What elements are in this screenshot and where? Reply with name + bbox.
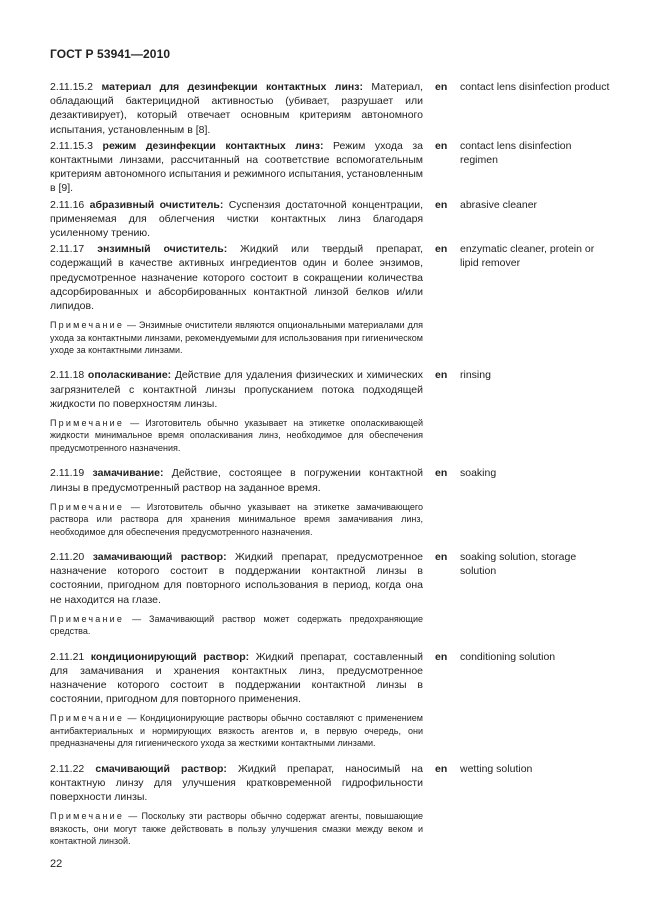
term-note — [50, 501, 423, 538]
term-number: 2.11.15.2 — [50, 81, 94, 93]
term-number: 2.11.16 — [50, 198, 85, 211]
language-code: en — [435, 139, 448, 152]
term-definition — [50, 650, 423, 707]
language-code: en — [435, 243, 448, 256]
term-definition — [50, 550, 423, 607]
term-entry — [50, 466, 610, 494]
term-number: 2.11.22 — [50, 762, 85, 775]
language-code: en — [435, 198, 448, 211]
note-text: — Изготовитель обычно указывает на этикетке замачивающего раствора или раствора для хранения минимальное время замачивания линз, необходимое для обеспечения предусмотренного назначения. — [50, 501, 423, 537]
term-name: смачивающий раствор: — [95, 762, 227, 775]
note-label: Примечание — [50, 613, 125, 624]
term-number: 2.11.21 — [50, 650, 85, 663]
term-name: абразивный очиститель: — [89, 198, 224, 211]
term-name: кондиционирующий раствор: — [90, 650, 250, 663]
term-entry — [50, 368, 610, 411]
term-definition — [50, 762, 423, 805]
note-label: Примечание — [50, 501, 125, 512]
term-text: Действие для удаления физических и химических загрязнителей с контактной линзы пропусканием потока подходящей жидкости по поверхностям линзы. — [50, 369, 424, 410]
english-term: soaking solution, storage solution — [460, 550, 577, 578]
term-note — [50, 417, 423, 454]
term-text: Режим ухода за контактными линзами, рассчитанный на соответствие вспомогательным критериям автономного испытания и режимного испытания, установленным в [9]. — [50, 139, 423, 195]
note-text: — Изготовитель обычно указывает на этикетке ополаскивающей жидкости минимальное время ополаскивания линз, необходимое для обеспечения предусмотренного назначения. — [50, 418, 423, 453]
note-label: Примечание — [50, 320, 125, 331]
terms-list — [50, 80, 610, 847]
note-label: Примечание — [50, 713, 125, 724]
english-term: conditioning solution — [460, 650, 556, 663]
term-number: 2.11.17 — [50, 243, 85, 256]
english-term: wetting solution — [460, 762, 533, 775]
term-note — [50, 613, 423, 638]
term-entry — [50, 550, 610, 607]
english-term: contact lens disinfection regimen — [460, 139, 572, 167]
term-definition — [50, 80, 423, 137]
term-number: 2.11.20 — [50, 550, 85, 563]
term-entry — [50, 139, 610, 196]
term-entry — [50, 650, 610, 707]
note-text: — Замачивающий раствор может содержать предохраняющие средства. — [50, 613, 423, 637]
term-note — [50, 319, 423, 356]
note-label: Примечание — [50, 418, 125, 429]
term-name: ополаскивание: — [87, 369, 172, 382]
term-name: материал для дезинфекции контактных линз: — [101, 81, 363, 93]
language-code: en — [435, 550, 448, 563]
term-name: замачивающий раствор: — [92, 550, 227, 563]
language-code: en — [435, 81, 448, 93]
english-term: rinsing — [460, 369, 491, 382]
term-text: Действие, состоящее в погружении контактной линзы в предусмотренный раствор на заданное время. — [50, 467, 423, 494]
term-definition — [50, 242, 423, 313]
note-text: — Энзимные очистители являются опциональными материалами для ухода за контактными линзами, рекомендуемыми для использования при гигиеническом уходе за контактными линзами. — [50, 320, 423, 356]
language-code: en — [435, 467, 448, 480]
term-definition — [50, 198, 423, 241]
english-term: contact lens disinfection product — [460, 81, 610, 93]
page-number: 22 — [50, 858, 63, 870]
term-entry — [50, 242, 610, 313]
note-label: Примечание — [50, 811, 125, 822]
term-note — [50, 810, 423, 847]
term-entry — [50, 198, 610, 241]
term-definition — [50, 139, 423, 196]
term-text: Жидкий или твердый препарат, содержащий в качестве активных ингредиентов один и более энзимов, предусмотренное назначение которого состоит в сокращении количества адсорбированных и абсорбированных контактной линзой белков и/или липидов. — [50, 243, 423, 313]
term-number: 2.11.19 — [50, 467, 85, 480]
note-text: — Кондиционирующие растворы обычно составляют с применением антибактериальных и нормирующих вязкость агентов и, в первую очередь, они предназначены для гигиенического ухода за жесткими контактными линзами. — [50, 713, 423, 749]
term-name: режим дезинфекции контактных линз: — [102, 139, 324, 152]
term-name: энзимный очиститель: — [97, 243, 228, 256]
term-text: Материал, обладающий бактерицидной активностью (убивает, разрушает или дезактивирует), который отвечает основным критериям автономного испытания, установленным в [8]. — [50, 81, 424, 136]
term-name: замачивание: — [92, 467, 164, 480]
term-note — [50, 712, 423, 749]
language-code: en — [435, 650, 448, 663]
english-term: abrasive cleaner — [460, 198, 538, 211]
language-code: en — [435, 762, 448, 775]
term-entry — [50, 80, 610, 137]
term-number: 2.11.18 — [50, 369, 85, 382]
term-definition — [50, 466, 423, 494]
term-text: Жидкий препарат, наносимый на контактную линзу для улучшения кратковременной гидрофильности поверхности линзы. — [50, 762, 424, 803]
term-number: 2.11.15.3 — [50, 139, 94, 152]
document-code: ГОСТ Р 53941—2010 — [50, 47, 171, 61]
note-text: — Поскольку эти растворы обычно содержат агенты, повышающие вязкость, они могут также действовать в пользу улучшения смазки между веком и контактной линзой. — [50, 811, 423, 846]
english-term: enzymatic cleaner, protein or lipid remover — [460, 243, 595, 270]
term-text: Жидкий препарат, составленный для замачивания и хранения контактных линз, предусмотренное назначение которого состоит в поддержании контактной линзы в состоянии, пригодном для повторного применения. — [50, 650, 423, 706]
language-code: en — [435, 369, 448, 382]
term-definition — [50, 368, 423, 411]
english-term: soaking — [460, 467, 497, 480]
term-entry — [50, 762, 610, 805]
term-text: Суспензия достаточной концентрации, применяемая для облегчения чистки контактных линз благодаря усиленному трению. — [50, 198, 424, 240]
term-text: Жидкий препарат, предусмотренное назначение которого состоит в поддержании контактной линзы в состоянии, пригодном для повторного использования в период, когда она не находится на глазе. — [50, 550, 424, 606]
